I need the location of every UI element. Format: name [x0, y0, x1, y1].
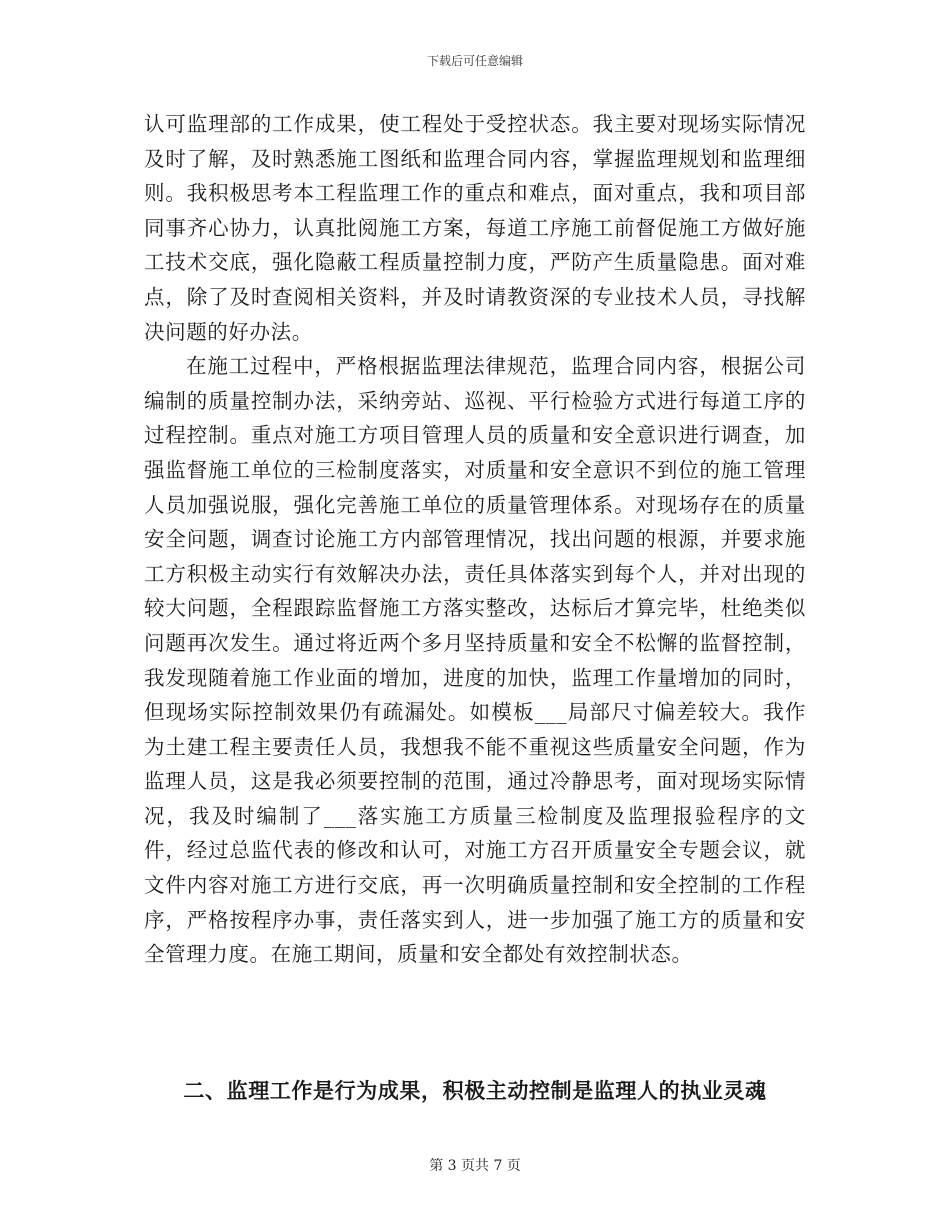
body-text	[144, 107, 806, 972]
paragraph-continued: 认可监理部的工作成果，使工程处于受控状态。我主要对现场实际情况及时了解，及时熟悉施工图纸和监理合同内容，掌握监理规划和监理细则。我积极思考本工程监理工作的重点和难点，面对重点，我和项目部同事齐心协力，认真批阅施工方案，每道工序施工前督促施工方做好施工技术交底，强化隐蔽工程质量控制力度，严防产生质量隐患。面对难点，除了及时查阅相关资料，并及时请教资深的专业技术人员，寻找解决问题的好办法。	[144, 112, 806, 344]
page-number: 第 3 页共 7 页	[429, 1158, 521, 1174]
section-heading: 二、监理工作是行为成果，积极主动控制是监理人的执业灵魂	[183, 1078, 767, 1103]
paragraph-construction-process: 在施工过程中，严格根据监理法律规范，监理合同内容，根据公司编制的质量控制办法，采纳旁站、巡视、平行检验方式进行每道工序的过程控制。重点对施工方项目管理人员的质量和安全意识进行调查，加强监督施工单位的三检制度落实，对质量和安全意识不到位的施工管理人员加强说服，强化完善施工单位的质量管理体系。对现场存在的质量安全问题，调查讨论施工方内部管理情况，找出问题的根源，并要求施工方积极主动实行有效解决办法，责任具体落实到每个人，并对出现的较大问题，全程跟踪监督施工方落实整改，达标后才算完毕，杜绝类似问题再次发生。通过将近两个多月坚持质量和安全不松懈的监督控制，我发现随着施工作业面的增加，进度的加快，监理工作量增加的同时，但现场实际控制效果仍有疏漏处。如模板___局部尺寸偏差较大。我作为土建工程主要责任人员，我想我不能不重视这些质量安全问题，作为监理人员，这是我必须要控制的范围，通过冷静思考，面对现场实际情况，我及时编制了___落实施工方质量三检制度及监理报验程序的文件，经过总监代表的修改和认可，对施工方召开质量安全专题会议，就文件内容对施工方进行交底，再一次明确质量控制和安全控制的工作程序，严格按程序办事，责任落实到人，进一步加强了施工方的质量和安全管理力度。在施工期间，质量和安全都处有效控制状态。	[144, 354, 806, 967]
header-note: 下载后可任意编辑	[426, 54, 523, 68]
